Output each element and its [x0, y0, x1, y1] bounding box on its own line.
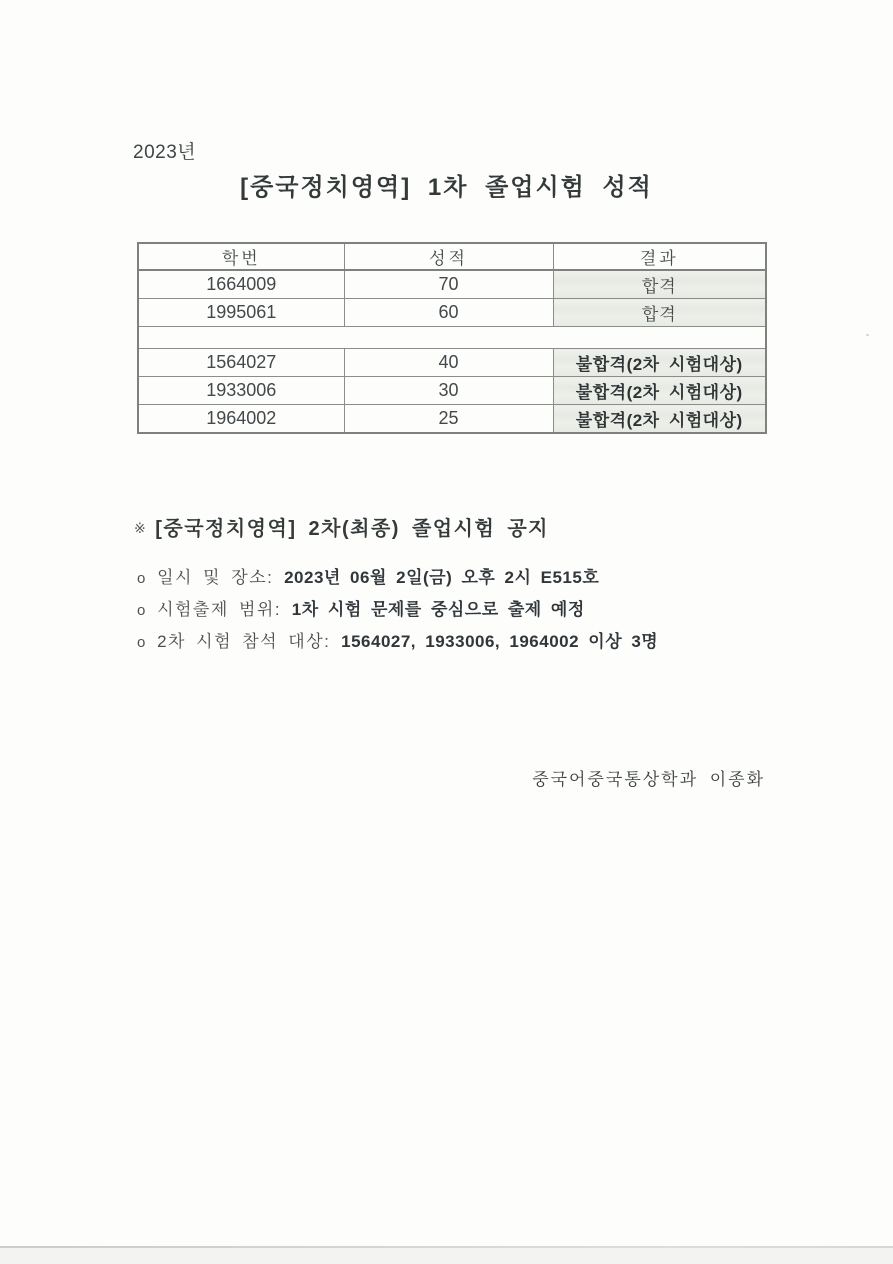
- notice-item-label: 시험출제 범위:: [157, 600, 282, 619]
- signature-line: 중국어중국통상학과 이종화: [532, 770, 765, 789]
- table-row: [138, 299, 766, 327]
- notice-item-datetime-location: [137, 567, 658, 590]
- reference-mark: ※: [134, 520, 148, 536]
- cell-score: 60: [344, 299, 553, 327]
- cell-result: 불합격(2차 시험대상): [553, 377, 766, 405]
- notice-item-value: 1564027, 1933006, 1964002 이상 3명: [341, 632, 659, 651]
- cell-result: 합격: [553, 299, 766, 327]
- cell-score: 25: [344, 405, 553, 434]
- cell-student-id: 1964002: [138, 405, 344, 434]
- table-row: [138, 377, 766, 405]
- cell-result: 불합격(2차 시험대상): [553, 349, 766, 377]
- cell-score: 40: [344, 349, 553, 377]
- table-row: [138, 270, 766, 299]
- table-row: [138, 405, 766, 434]
- notice-heading: [134, 512, 549, 541]
- document-title: [중국정치영역] 1차 졸업시험 성적: [240, 174, 653, 201]
- notice-item-label: 2차 시험 참석 대상:: [157, 632, 331, 651]
- table-header-row: [138, 243, 766, 270]
- cell-student-id: 1664009: [138, 270, 344, 299]
- scan-bottom-edge-strip: [0, 1248, 893, 1264]
- year-label: 2023년: [133, 142, 197, 163]
- bullet-marker: o: [137, 570, 146, 587]
- header-cell-student-id: 학번: [138, 243, 344, 270]
- spacer-cell: [138, 327, 766, 349]
- notice-item-value: 1차 시험 문제를 중심으로 출제 예정: [291, 600, 585, 619]
- bullet-marker: o: [137, 634, 146, 651]
- notice-item-value: 2023년 06월 2일(금) 오후 2시 E515호: [284, 568, 600, 587]
- cell-score: 70: [344, 270, 553, 299]
- notice-heading-text: [중국정치영역] 2차(최종) 졸업시험 공지: [155, 518, 549, 540]
- notice-item-attendees: [137, 631, 658, 654]
- scan-speck: [866, 334, 869, 336]
- header-cell-result: 결과: [553, 243, 766, 270]
- table-row: [138, 349, 766, 377]
- notice-item-exam-scope: [137, 599, 658, 622]
- cell-result: 불합격(2차 시험대상): [553, 405, 766, 434]
- cell-result: 합격: [553, 270, 766, 299]
- cell-student-id: 1995061: [138, 299, 344, 327]
- cell-score: 30: [344, 377, 553, 405]
- table-spacer-row: [138, 327, 766, 349]
- notice-list: [137, 567, 658, 663]
- notice-item-label: 일시 및 장소:: [157, 568, 274, 587]
- cell-student-id: 1564027: [138, 349, 344, 377]
- header-cell-score: 성적: [344, 243, 553, 270]
- exam-results-table: [137, 242, 767, 434]
- bullet-marker: o: [137, 602, 146, 619]
- cell-student-id: 1933006: [138, 377, 344, 405]
